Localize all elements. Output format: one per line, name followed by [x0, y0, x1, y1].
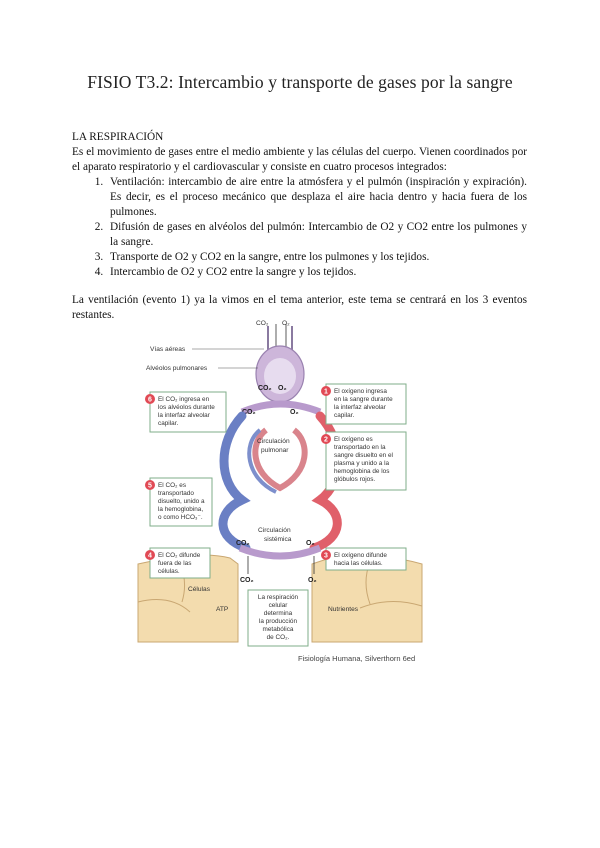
metabolism-line6: de CO₂.: [266, 634, 290, 641]
circ-sistemica-line2: sistémica: [264, 536, 292, 543]
step-3-line: hacia las células.: [334, 560, 383, 567]
process-list: [72, 175, 527, 280]
pulm-o2: O₂: [290, 409, 299, 416]
process-item: 1. Ventilación: intercambio de aire entre la atmósfera y el pulmón (inspiración y expiración). Es decir, es el proceso mecánico que desplaza el aire hacia dentro y hacia fuera de los pulmones.: [106, 175, 527, 220]
step-3-number: 3: [324, 552, 328, 560]
step-1-line: capilar.: [334, 412, 355, 419]
page-title: FISIO T3.2: Intercambio y transporte de gases por la sangre: [87, 72, 513, 92]
process-item: 3. Transporte de O2 y CO2 en la sangre, entre los pulmones y los tejidos.: [106, 250, 527, 265]
step-5-line: El CO₂ es: [158, 482, 187, 489]
step-2-line: hemoglobina de los: [334, 468, 390, 475]
step-1-line: El oxígeno ingresa: [334, 388, 387, 395]
top-co2-label: CO₂: [256, 320, 269, 327]
step-6-line: capilar.: [158, 420, 179, 427]
step-1-line: la interfaz alveolar: [334, 404, 386, 411]
alveolos-label: Alvéolos pulmonares: [146, 365, 208, 372]
step-5-line: o como HCO₃⁻.: [158, 514, 203, 521]
metabolism-line3: determina: [263, 610, 293, 617]
figure-caption: Fisiología Humana, Silverthorn 6ed: [298, 654, 416, 663]
step-4-number: 4: [148, 552, 152, 560]
vias-aereas-label: Vías aéreas: [150, 346, 186, 353]
step-4-line: células.: [158, 568, 180, 575]
gas-exchange-figure: [130, 312, 430, 667]
step-6-line: El CO₂ ingresa en: [158, 396, 210, 403]
step-2-line: El oxígeno es: [334, 436, 373, 443]
process-item: 2. Difusión de gases en alvéolos del pulmón: Intercambio de O2 y CO2 entre los pulmones y la sangre.: [106, 220, 527, 250]
step-6-number: 6: [148, 396, 152, 404]
intro-paragraph: Es el movimiento de gases entre el medio ambiente y las células del cuerpo. Vienen coordinados por el aparato respiratorio y el cardiovascular y consiste en cuatro procesos integrados:: [72, 146, 527, 173]
step-5-number: 5: [148, 482, 152, 490]
step-1-line: en la sangre durante: [334, 396, 393, 403]
process-item: 4. Intercambio de O2 y CO2 entre la sangre y los tejidos.: [106, 265, 527, 280]
sys-o2: O₂: [306, 540, 315, 547]
step-2-number: 2: [324, 436, 328, 444]
alveolus-co2: CO₂: [258, 385, 272, 392]
pulm-co2: CO₂: [242, 409, 256, 416]
step-2-line: glóbulos rojos.: [334, 476, 376, 483]
cell-co2: CO₂: [240, 577, 254, 584]
deoxygenated-vessel: [223, 416, 246, 548]
section-heading: LA RESPIRACIÓN: [72, 131, 164, 143]
step-2-line: transportado en la: [334, 444, 386, 451]
atp-label: ATP: [216, 606, 229, 613]
closing-paragraph: La ventilación (evento 1) ya la vimos en el tema anterior, este tema se centrará en los 3 eventos restantes.: [72, 294, 527, 321]
gas-exchange-diagram: [130, 312, 430, 667]
step-1-number: 1: [324, 388, 328, 396]
circ-sistemica-line1: Circulación: [258, 527, 291, 534]
circ-pulmonar-line2: pulmonar: [261, 447, 289, 454]
cell-o2: O₂: [308, 577, 317, 584]
step-5-line: disuelto, unido a: [158, 498, 205, 505]
step-5-line: la hemoglobina,: [158, 506, 204, 513]
step-6-line: los alvéolos durante: [158, 404, 215, 411]
systemic-capillaries: [240, 548, 320, 556]
top-o2-label: O₂: [282, 320, 290, 327]
step-6-line: la interfaz alveolar: [158, 412, 210, 419]
alveolus-o2: O₂: [278, 385, 287, 392]
step-2-line: plasma y unido a la: [334, 460, 390, 467]
step-4-line: El CO₂ difunde: [158, 552, 201, 559]
circ-pulmonar-line1: Circulación: [257, 438, 290, 445]
nutrientes-label: Nutrientes: [328, 606, 359, 613]
celulas-label: Células: [188, 586, 210, 593]
metabolism-line4: la producción: [258, 618, 298, 625]
metabolism-line5: metabólica: [262, 626, 294, 633]
metabolism-line1: La respiración: [257, 594, 299, 601]
step-5-line: transportado: [158, 490, 194, 497]
step-4-line: fuera de las: [158, 560, 192, 567]
metabolism-line2: celular: [268, 602, 288, 609]
step-3-line: El oxígeno difunde: [334, 552, 387, 559]
step-2-line: sangre disuelto en el: [334, 452, 393, 459]
respiration-section: [72, 130, 527, 323]
sys-co2: CO₂: [236, 540, 250, 547]
